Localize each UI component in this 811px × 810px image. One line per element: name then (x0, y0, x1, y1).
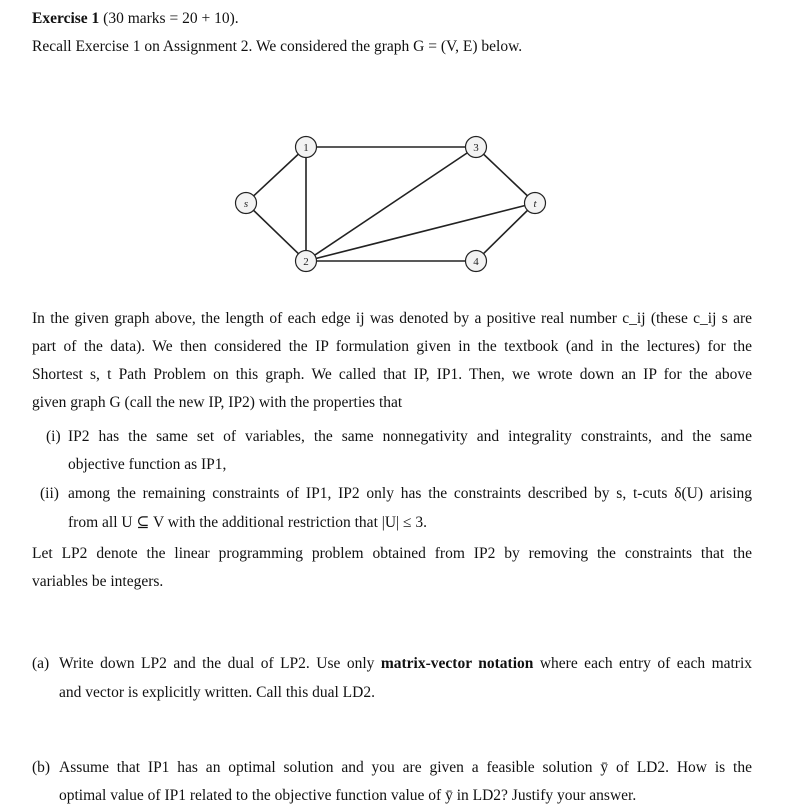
node-4-label: 4 (473, 256, 479, 268)
paragraph1-line2: part of the data). We then considered the IP formulation given in the textbook (and in the lectures) for the (32, 338, 752, 355)
node-1-label: 1 (303, 142, 309, 154)
edge-4-t (476, 203, 535, 261)
node-t-label: t (533, 198, 537, 210)
node-s (236, 193, 257, 214)
graph-figure (0, 0, 811, 300)
question-a-post: where each entry of each matrix (539, 655, 753, 672)
paragraph1-line1: In the given graph above, the length of each edge ij was denoted by a positive real number c_ij (these c_ij s are (32, 310, 752, 327)
question-a-bold: matrix-vector notation (380, 655, 534, 672)
item-ii-line1: among the remaining constraints of IP1, IP2 only has the constraints described by s, t-cuts δ(U) arising (68, 485, 752, 502)
question-a-pre: Write down LP2 and the dual of LP2. Use only (59, 655, 375, 672)
question-a-label: (a) (32, 655, 50, 672)
node-4 (466, 251, 487, 272)
paragraph2-line2: variables be integers. (32, 573, 164, 590)
question-b-line2: optimal value of IP1 related to the objective function value of ȳ in LD2? Justify your answer. (59, 787, 637, 804)
question-b-line1: Assume that IP1 has an optimal solution and you are given a feasible solution ȳ of LD2. How is the (59, 759, 752, 776)
node-2-label: 2 (303, 256, 309, 268)
item-ii-line2: from all U ⊆ V with the additional restriction that |U| ≤ 3. (68, 514, 428, 531)
item-i-line2: objective function as IP1, (68, 456, 227, 473)
question-a-line1 (59, 655, 752, 673)
node-2 (296, 251, 317, 272)
paragraph2-line1: Let LP2 denote the linear programming problem obtained from IP2 by removing the constraints that the (32, 545, 752, 562)
intro-text: Recall Exercise 1 on Assignment 2. We considered the graph G = (V, E) below. (32, 38, 523, 55)
item-i-line1: IP2 has the same set of variables, the same nonnegativity and integrality constraints, and the same (68, 428, 752, 445)
node-s-label: s (243, 198, 249, 210)
paragraph1-line3: Shortest s, t Path Problem on this graph. We called that IP, IP1. Then, we wrote down an IP for the above (32, 366, 752, 383)
node-t (525, 193, 546, 214)
edge-s-2 (246, 203, 306, 261)
item-i-label: (i) (46, 428, 61, 445)
item-ii-label: (ii) (40, 485, 59, 502)
exercise-marks: (30 marks = 20 + 10). (103, 10, 239, 27)
edge-s-1 (246, 147, 306, 203)
question-a-line2: and vector is explicitly written. Call this dual LD2. (59, 684, 375, 701)
graph-edges (243, 147, 535, 261)
node-3 (466, 137, 487, 158)
node-1 (296, 137, 317, 158)
node-3-label: 3 (473, 142, 479, 154)
paragraph1-line4: given graph G (call the new IP, IP2) with the properties that (32, 394, 403, 411)
exercise-title: Exercise 1 (32, 10, 100, 27)
question-b-label: (b) (32, 759, 51, 776)
edge-3-t (476, 147, 535, 203)
edge-2-t (306, 203, 535, 261)
edge-2-3 (306, 147, 476, 261)
